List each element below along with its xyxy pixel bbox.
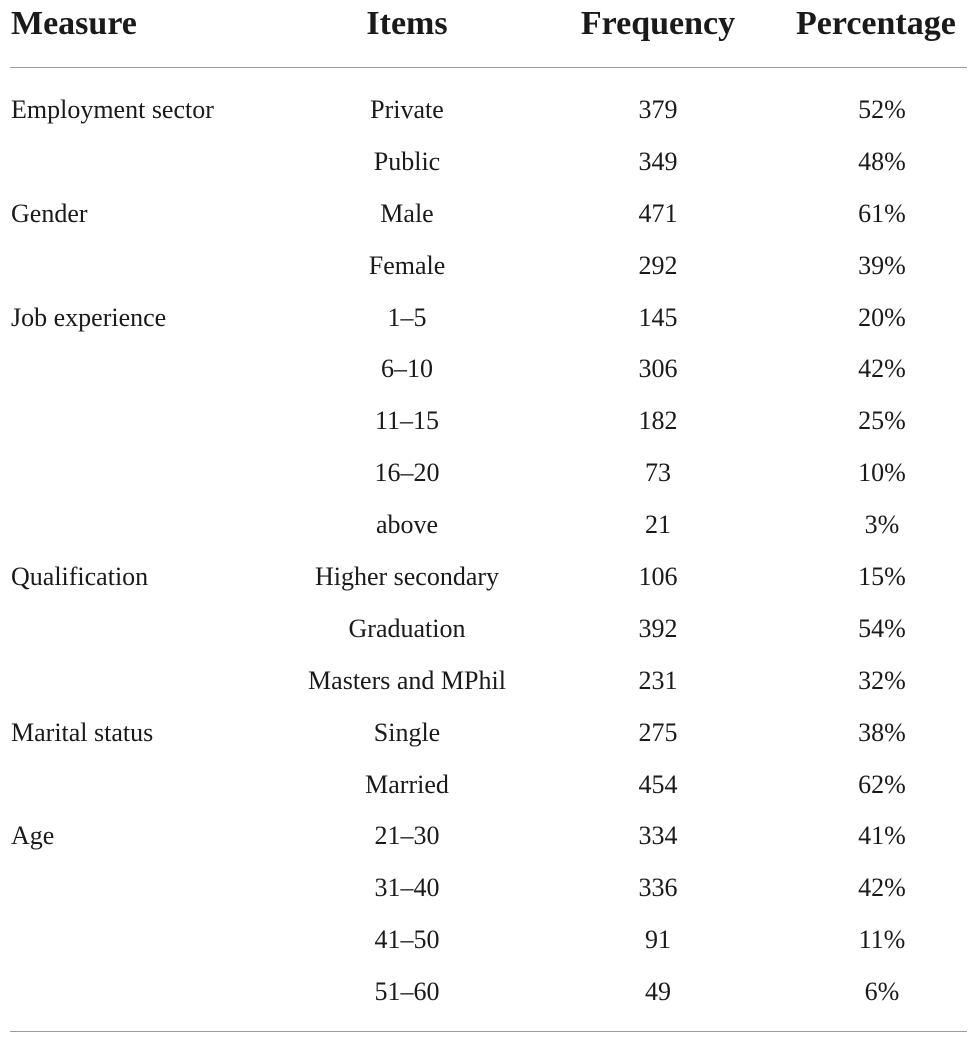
item-cell: Female <box>368 250 446 280</box>
percentage-cell: 6% <box>864 977 900 1007</box>
percentage-cell: 61% <box>858 198 906 228</box>
table-row <box>0 603 979 655</box>
item-cell: Male <box>380 198 434 228</box>
table-row <box>0 499 979 551</box>
table-header <box>0 0 979 50</box>
header-rule <box>10 67 967 68</box>
table-row <box>0 292 979 344</box>
table-row <box>0 551 979 603</box>
table-row <box>0 759 979 811</box>
table-row <box>0 655 979 707</box>
percentage-cell: 48% <box>858 146 906 176</box>
table-row <box>0 707 979 759</box>
frequency-cell: 334 <box>638 821 678 851</box>
item-cell: 41–50 <box>374 925 440 955</box>
measure-cell: Employment sector <box>11 95 214 124</box>
frequency-cell: 73 <box>645 458 671 488</box>
frequency-cell: 292 <box>638 250 678 280</box>
frequency-cell: 336 <box>638 873 678 903</box>
frequency-cell: 145 <box>638 302 678 332</box>
measure-cell: Qualification <box>11 562 149 592</box>
item-cell: 31–40 <box>374 873 440 903</box>
item-cell: 21–30 <box>374 821 440 851</box>
table-body <box>0 84 979 1018</box>
footer-rule <box>10 1031 967 1032</box>
frequency-cell: 275 <box>638 717 678 747</box>
item-cell: Single <box>373 717 441 747</box>
percentage-cell: 41% <box>858 821 906 851</box>
frequency-cell: 306 <box>638 354 678 384</box>
item-cell: 11–15 <box>374 406 440 436</box>
item-cell: 1–5 <box>387 302 427 332</box>
table-row <box>0 862 979 914</box>
item-cell: 51–60 <box>374 977 440 1007</box>
table-row <box>0 136 979 188</box>
header-frequency: Frequency <box>580 5 736 42</box>
item-cell: Private <box>370 95 444 124</box>
table-row <box>0 810 979 862</box>
percentage-cell: 25% <box>858 406 906 436</box>
table-row <box>0 84 979 136</box>
frequency-cell: 106 <box>638 562 678 592</box>
table-row <box>0 447 979 499</box>
percentage-cell: 39% <box>858 250 906 280</box>
percentage-cell: 52% <box>858 95 906 124</box>
header-percentage: Percentage <box>796 5 956 42</box>
item-cell: Public <box>373 146 441 176</box>
measure-cell: Marital status <box>11 717 154 747</box>
item-cell: Masters and MPhil <box>308 665 506 695</box>
table-row <box>0 188 979 240</box>
percentage-cell: 10% <box>858 458 906 488</box>
frequency-cell: 349 <box>638 146 678 176</box>
measure-cell: Gender <box>11 198 88 228</box>
percentage-cell: 32% <box>858 665 906 695</box>
percentage-cell: 62% <box>858 769 906 799</box>
table-row <box>0 914 979 966</box>
table-row <box>0 966 979 1018</box>
item-cell: Married <box>365 769 449 799</box>
item-cell: Higher secondary <box>314 562 500 592</box>
table-row <box>0 395 979 447</box>
frequency-cell: 21 <box>645 510 671 540</box>
percentage-cell: 20% <box>858 302 906 332</box>
percentage-cell: 42% <box>858 354 906 384</box>
frequency-cell: 182 <box>638 406 678 436</box>
percentage-cell: 54% <box>858 613 906 643</box>
frequency-cell: 231 <box>638 665 678 695</box>
table-row <box>0 343 979 395</box>
frequency-cell: 49 <box>645 977 671 1007</box>
table-row <box>0 240 979 292</box>
percentage-cell: 11% <box>858 925 906 955</box>
measure-cell: Age <box>11 821 55 851</box>
item-cell: 6–10 <box>381 354 433 384</box>
frequency-cell: 91 <box>645 925 671 955</box>
percentage-cell: 3% <box>864 510 900 540</box>
item-cell: above <box>375 510 439 540</box>
item-cell: 16–20 <box>374 458 440 488</box>
frequency-cell: 471 <box>638 198 678 228</box>
header-measure: Measure <box>11 5 137 42</box>
percentage-cell: 38% <box>858 717 906 747</box>
frequency-cell: 392 <box>638 613 678 643</box>
percentage-cell: 15% <box>858 562 906 592</box>
header-items: Items <box>366 5 448 42</box>
frequency-cell: 379 <box>638 95 678 124</box>
item-cell: Graduation <box>348 613 466 643</box>
percentage-cell: 42% <box>858 873 906 903</box>
frequency-cell: 454 <box>638 769 678 799</box>
measure-cell: Job experience <box>11 302 167 332</box>
